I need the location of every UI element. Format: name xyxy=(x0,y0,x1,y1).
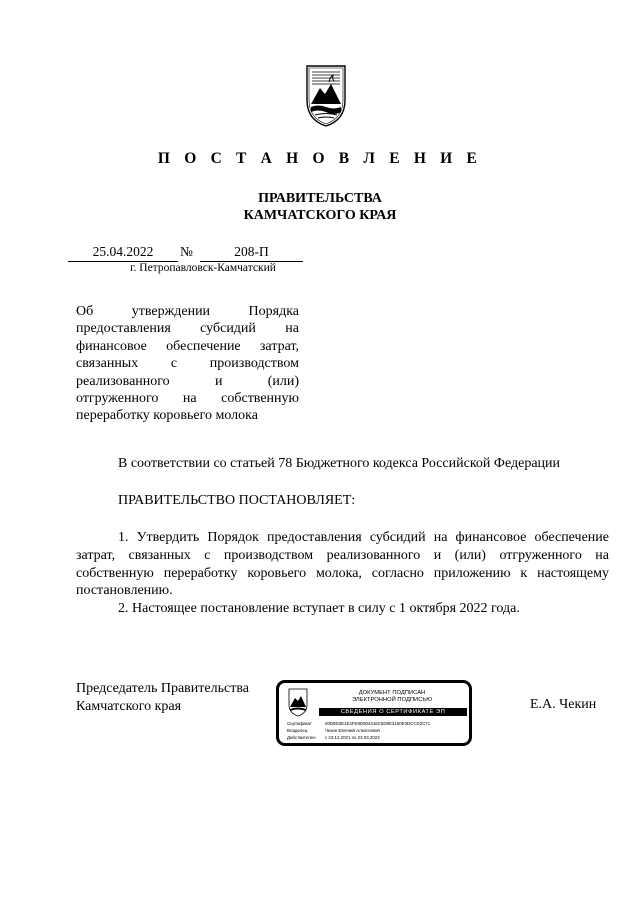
issue-city: г. Петропавловск-Камчатский xyxy=(130,262,276,274)
resolution-heading: ПРАВИТЕЛЬСТВО ПОСТАНОВЛЯЕТ: xyxy=(118,493,356,508)
stamp-validity-row xyxy=(287,735,469,741)
certificate-label: Сертификат xyxy=(287,721,312,726)
stamp-coat-of-arms-icon xyxy=(287,687,309,717)
owner-label: Владелец xyxy=(287,728,308,733)
subject-line: отгруженного на собственную xyxy=(76,391,299,407)
stamp-header-line-2: ЭЛЕКТРОННОЙ ПОДПИСЬЮ xyxy=(351,697,433,703)
subject-line: финансовое обеспечение затрат, xyxy=(76,338,299,354)
signer-position-line-2: Камчатского края xyxy=(76,698,182,714)
issuer-line-2: КАМЧАТСКОГО КРАЯ xyxy=(243,208,397,223)
validity-label: Действителен xyxy=(287,735,316,740)
owner-value: Чекин Евгений Алексеевич xyxy=(325,728,381,733)
document-number: 208-П xyxy=(200,244,303,262)
resolution-item-2: 2. Настоящее постановление вступает в силу с 1 октября 2022 года. xyxy=(118,601,520,617)
validity-value: с 23.12.2021 по 23.03.2023 xyxy=(325,735,380,740)
subject-line: Об утверждении Порядка xyxy=(76,304,299,319)
issuer-line-1: ПРАВИТЕЛЬСТВА xyxy=(258,191,382,206)
subject-line: переработку коровьего молока xyxy=(76,408,258,424)
document-date: 25.04.2022 xyxy=(68,244,178,262)
signer-position-line-1: Председатель Правительства xyxy=(76,681,249,696)
stamp-header-line-1: ДОКУМЕНТ ПОДПИСАН xyxy=(358,690,426,696)
resolution-items xyxy=(76,529,609,618)
signer-position xyxy=(76,680,249,715)
number-sign: № xyxy=(180,244,193,259)
subject-line: предоставления субсидий на xyxy=(76,321,299,337)
electronic-signature-stamp xyxy=(276,680,472,746)
subject-line: связанных с производством xyxy=(76,356,299,372)
document-subject xyxy=(76,303,299,425)
coat-of-arms-icon xyxy=(303,60,349,128)
stamp-certificate-row xyxy=(287,721,469,727)
certificate-value: 00D8D3E1E4FE8D904416C5D8E3160E3DCCD2C71 xyxy=(325,721,431,726)
subject-line: реализованного и (или) xyxy=(76,373,299,389)
stamp-certificate-bar: СВЕДЕНИЯ О СЕРТИФИКАТЕ ЭП xyxy=(319,708,467,716)
resolution-item-1: 1. Утвердить Порядок предоставления субсидий на финансовое обеспечение затрат, связанных с производством реализованного и (или) отгруженного на собственную переработку коровьего молока, согласно приложению к настоящему постановлению. xyxy=(76,530,609,599)
stamp-header xyxy=(319,690,465,704)
document-type-title: П О С Т А Н О В Л Е Н И Е xyxy=(157,150,483,167)
legal-basis: В соответствии со статьей 78 Бюджетного кодекса Российской Федерации xyxy=(118,456,561,471)
stamp-owner-row xyxy=(287,728,469,734)
signer-name: Е.А. Чекин xyxy=(530,697,597,712)
